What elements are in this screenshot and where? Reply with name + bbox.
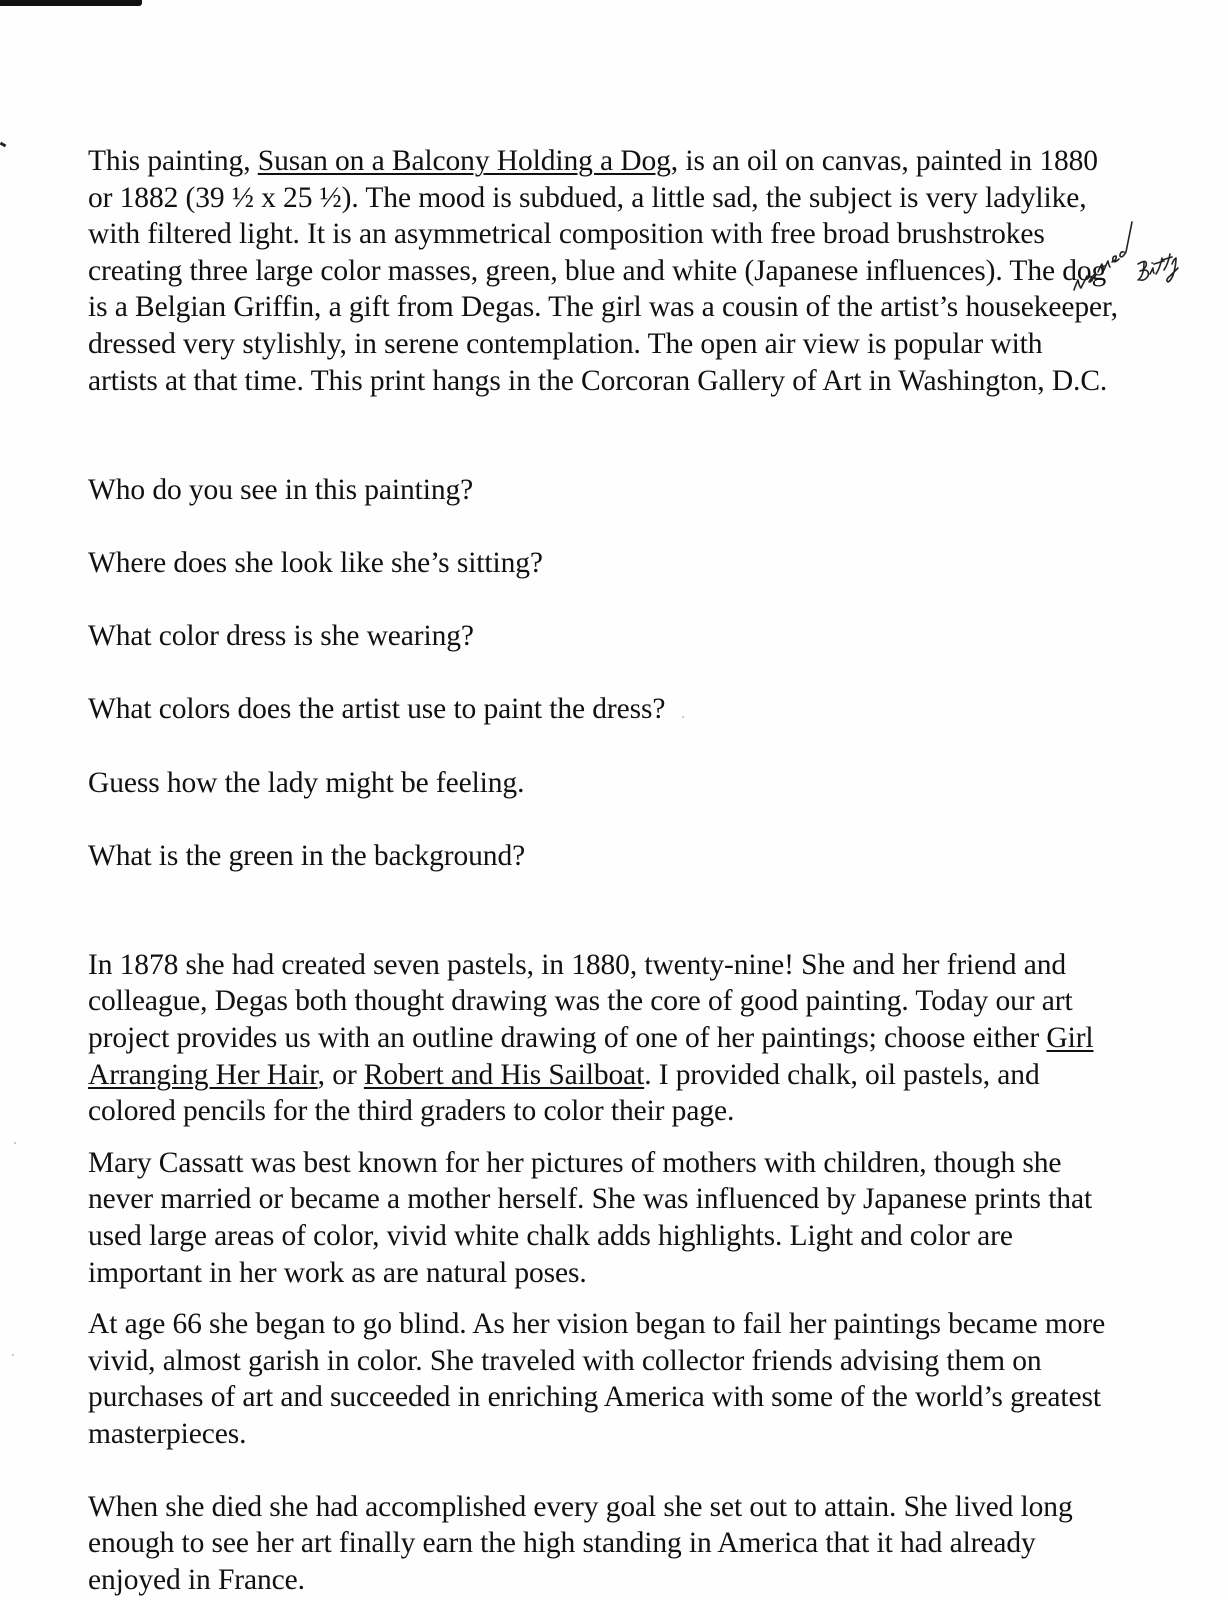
question-item: Where does she look like she’s sitting? xyxy=(88,546,543,579)
scan-artifact-mark xyxy=(0,142,6,148)
paragraph-legacy: When she died she had accomplished every goal she set out to attain. She lived long enough to see her art finally earn the high standing in America that it had already enjoyed in France. xyxy=(88,1490,1073,1596)
painting-title-robert-sailboat: Robert and His Sailboat xyxy=(363,1058,645,1091)
scan-speck xyxy=(682,716,684,718)
question-item: What colors does the artist use to paint the dress? xyxy=(88,693,666,726)
paragraph-mothers-children: Mary Cassatt was best known for her pictures of mothers with children, though she never married or became a mother herself. She was influenced by Japanese prints that used large areas of color, vivid white chalk adds highlights. Light and color are important in her work as are natural poses. xyxy=(88,1146,1093,1289)
question-item: Who do you see in this painting? xyxy=(88,473,474,506)
scan-speck xyxy=(12,1354,14,1356)
paragraph-pastels-project: In 1878 she had created seven pastels, in 1880, twenty-nine! She and her friend and colleague, Degas both thought drawing was the core of good painting. Today our art project provides us with an outline drawing of one of her paintings; choose either Girl Arranging Her Hair, or Robert and His Sailboat. I provided chalk, oil pastels, and colored pencils for the third graders to color their page. xyxy=(88,948,1094,1128)
painting-title-girl-arranging-hair: Girl Arranging Her Hair xyxy=(88,1022,1094,1091)
paragraph-painting-description: This painting, Susan on a Balcony Holding a Dog, is an oil on canvas, painted in 1880 or 1882 (39 ½ x 25 ½). The mood is subdued, a little sad, the subject is very ladylike, with filtered light. It is an asymmetrical composition with free broad brushstrokes creating three large color masses, green, blue and white (Japanese influences). The dog is a Belgian Griffin, a gift from Degas. The girl was a cousin of the artist’s housekeeper, dressed very stylishly, in serene contemplation. The open air view is popular with artists at that time. This print hangs in the Corcoran Gallery of Art in Washington, D.C. xyxy=(88,145,1118,397)
question-item: What color dress is she wearing? xyxy=(88,620,474,653)
handwritten-margin-note xyxy=(1066,208,1186,318)
document-body xyxy=(88,143,1118,1598)
scan-speck xyxy=(14,1142,16,1144)
question-list xyxy=(88,435,1118,911)
scan-artifact-bar xyxy=(0,0,142,6)
question-item: What is the green in the background? xyxy=(88,839,526,872)
paragraph-blindness: At age 66 she began to go blind. As her vision began to fail her paintings became more vivid, almost garish in color. She traveled with collector friends advising them on purchases of art and succeeded in enriching America with some of the world’s greatest masterpieces. xyxy=(88,1308,1106,1450)
question-item: Guess how the lady might be feeling. xyxy=(88,766,525,799)
painting-title-susan: Susan on a Balcony Holding a Dog xyxy=(257,145,671,177)
